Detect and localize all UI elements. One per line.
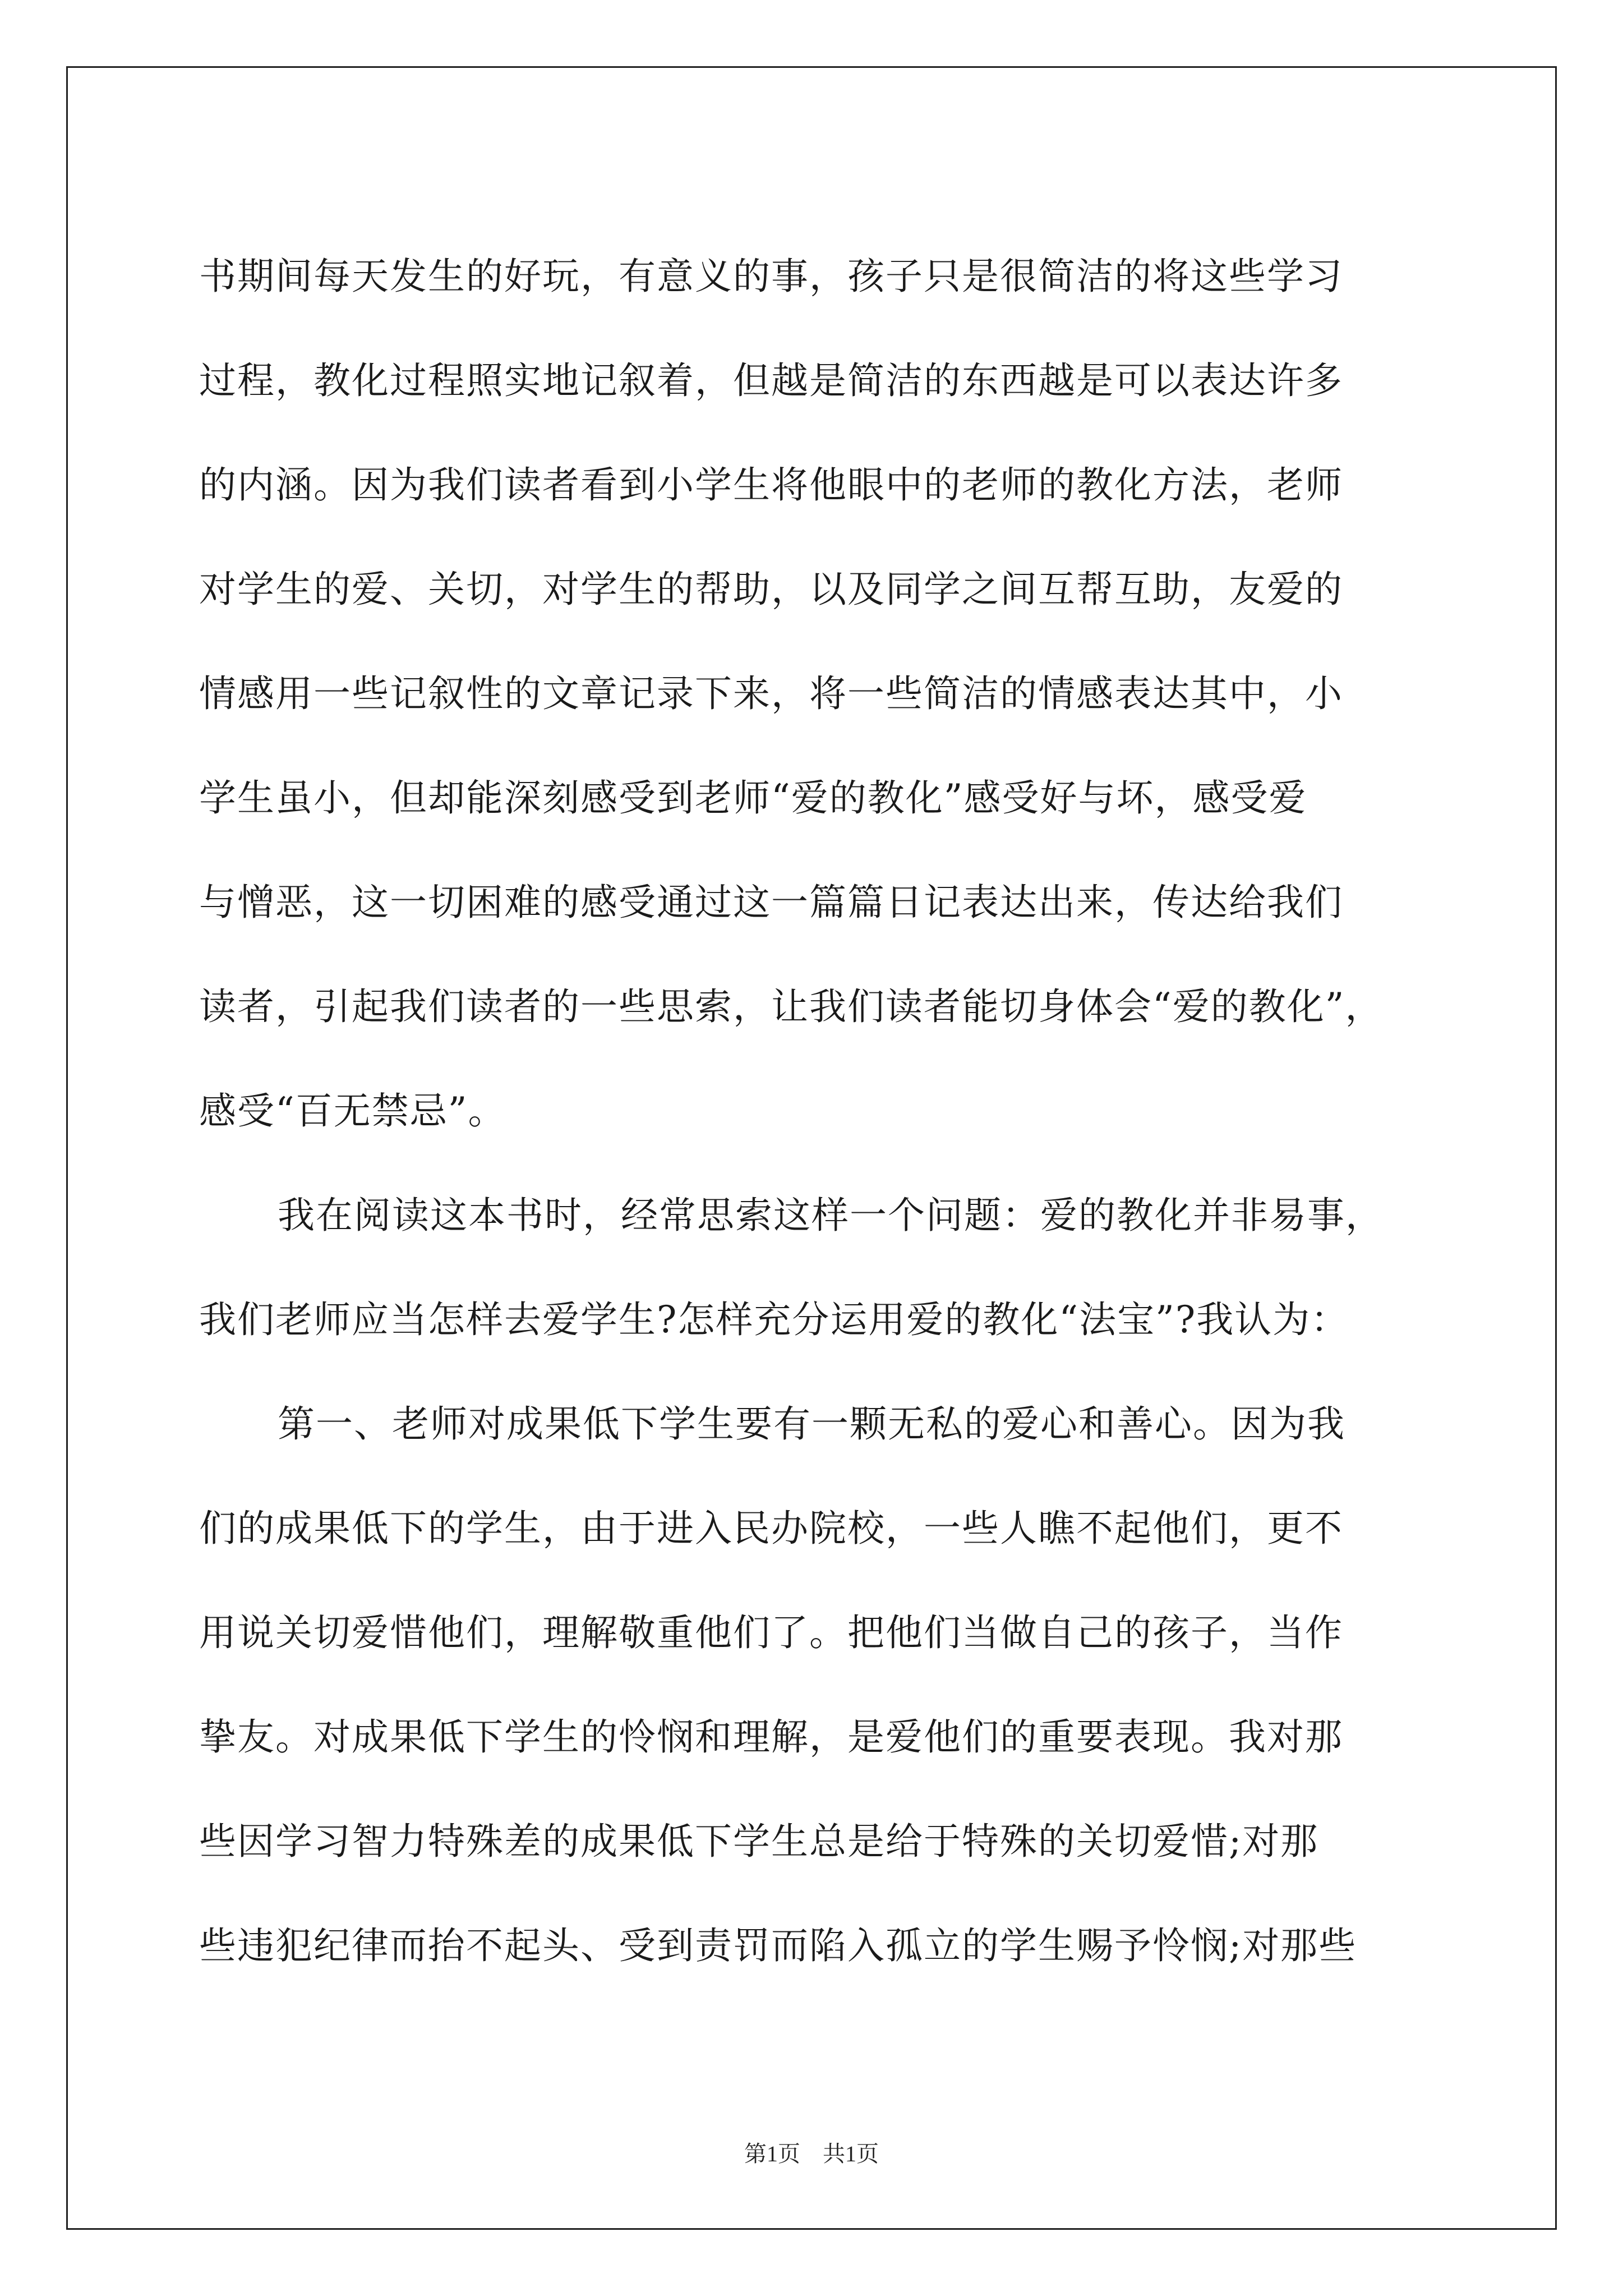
text-line: 我们老师应当怎样去爱学生?怎样充分运用爱的教化“法宝”?我认为： bbox=[199, 1298, 1349, 1341]
text-line: 些因学习智力特殊差的成果低下学生总是给于特殊的关切爱惜;对那 bbox=[199, 1820, 1319, 1863]
text-line: 情感用一些记叙性的文章记录下来，将一些简洁的情感表达其中，小 bbox=[199, 672, 1343, 715]
paragraph-start-line: 我在阅读这本书时，经常思索这样一个问题：爱的教化并非易事， bbox=[278, 1194, 1384, 1237]
text-line: 们的成果低下的学生，由于进入民办院校，一些人瞧不起他们，更不 bbox=[199, 1507, 1343, 1550]
page-number: 第1页 bbox=[744, 2141, 800, 2166]
page-footer bbox=[0, 2136, 1623, 2168]
text-line: 学生虽小，但却能深刻感受到老师“爱的教化”感受好与坏，感受爱 bbox=[199, 776, 1307, 820]
text-line: 书期间每天发生的好玩，有意义的事，孩子只是很简洁的将这些学习 bbox=[199, 255, 1343, 298]
text-line: 与憎恶，这一切困难的感受通过这一篇篇日记表达出来，传达给我们 bbox=[199, 881, 1343, 924]
text-line: 用说关切爱惜他们，理解敬重他们了。把他们当做自己的孩子，当作 bbox=[199, 1611, 1343, 1654]
paragraph-start-line: 第一、老师对成果低下学生要有一颗无私的爱心和善心。因为我 bbox=[278, 1402, 1345, 1446]
text-line: 过程，教化过程照实地记叙着，但越是简洁的东西越是可以表达许多 bbox=[199, 359, 1343, 402]
text-line: 对学生的爱、关切，对学生的帮助，以及同学之间互帮互助，友爱的 bbox=[199, 568, 1343, 611]
text-line: 挚友。对成果低下学生的怜悯和理解，是爱他们的重要表现。我对那 bbox=[199, 1715, 1343, 1759]
document-body bbox=[199, 224, 1450, 1998]
text-line: 些违犯纪律而抬不起头、受到责罚而陷入孤立的学生赐予怜悯;对那些 bbox=[199, 1924, 1357, 1967]
text-line: 读者，引起我们读者的一些思索，让我们读者能切身体会“爱的教化”， bbox=[199, 985, 1384, 1028]
page-total: 共1页 bbox=[823, 2141, 879, 2166]
text-line: 的内涵。因为我们读者看到小学生将他眼中的老师的教化方法，老师 bbox=[199, 463, 1343, 507]
text-line: 感受“百无禁忌”。 bbox=[199, 1089, 506, 1133]
